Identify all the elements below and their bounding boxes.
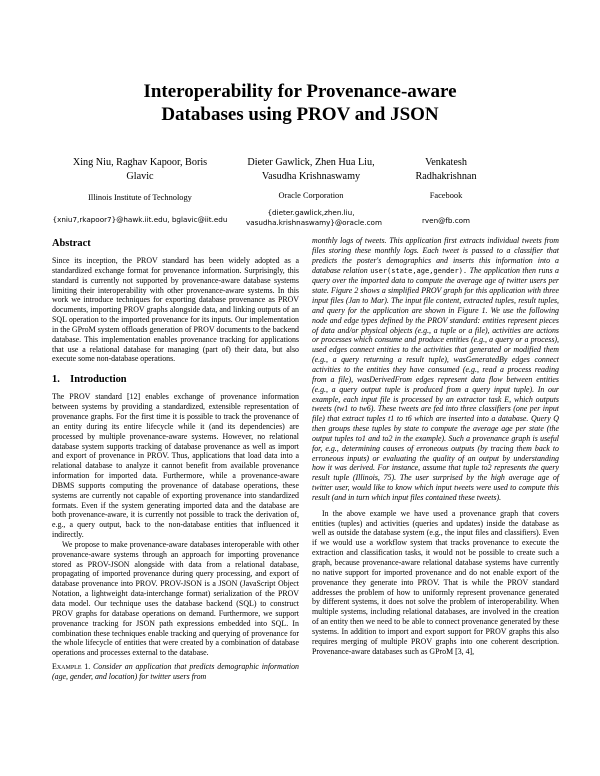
example-text: Consider an application that predicts demographic information (age, gender, and location) for twitter users from bbox=[52, 662, 299, 681]
paper-title bbox=[0, 80, 600, 126]
author-names: Dieter Gawlick, Zhen Hua Liu, Vasudha Krishnaswamy bbox=[247, 157, 375, 182]
author-block-oracle bbox=[246, 156, 382, 228]
author-block-facebook bbox=[396, 156, 496, 226]
right-column bbox=[312, 236, 559, 656]
title-line-1: Interoperability for Provenance-aware bbox=[143, 81, 457, 102]
author-names: Venkatesh Radhakrishnan bbox=[415, 157, 477, 182]
abstract-text: Since its inception, the PROV standard has been widely adopted as a standardized exchange format for provenance information. Surprisingly, this standard is currently not supported by provenance-aware database systems limiting their interoperability with other provenance-aware systems. In this work we introduce techniques for exporting database provenance as PROV documents, importing PROV graphs alongside data, and linking outputs of an SQL operation to the imported provenance for its inputs. Our implementation in the GProM system offloads generation of PROV documents to the backend database. This implementation enables provenance tracking for applications that use a relational database for managing (part of) their data, but also execute some non-database operations. bbox=[52, 256, 299, 364]
example-label: Example 1. bbox=[52, 662, 91, 672]
example-continued: monthly logs of tweets. This application first extracts individual tweets from files storing these monthly logs. Each tweet is passed to a classifier that predicts the poster's demographics and inserts this information into a database relation user(state,age,gender). The application then runs a query over the imported data to compute the average age of twitter users per state. Figure 2 shows a simplified PROV graph for this application with three input files (Jan to Mar). The input file content, extracted tuples, result tuples, and query for the application are shown in Figure 1. We use the following node and edge types defined by the PROV standard: entities represent pieces of data and/or physical objects (e.g., a tuple or a file), activities are actions or processes which consume and produce entities (e.g., a query or a process), used edges connect entities to the activities that generated or modified them (e.g., a query returning a result tuple), wasGeneratedBy edges connect activities to the entities they have consumed (e.g., read a process reading from a file), wasDerivedFrom edges represent data flow between entities (e.g., a query output tuple is produced from a query input tuple). In our example, each input file is processed by an extractor task E, which outputs tweets (tw1 to tw6). These tweets are fed into three classifiers (one per input file) that extract tuples t1 to t6 which are inserted into a database. Query Q then groups these tuples by state to compute the average age per state (the output tuples to1 and to2 in the example). Such a provenance graph is useful for, e.g., determining causes of erroneous outputs (by tracing them back to erroneous inputs) or evaluating the quality of an output by understanding how it was derived. For instance, assume that tuple to2 represents the query result tuple (Illinois, 75). The user surprised by the high average age of twitter user, would like to know which input tweets were used to compute this result (and in turn which input files contained these tweets). bbox=[312, 236, 559, 502]
abstract-heading: Abstract bbox=[52, 238, 91, 249]
author-affiliation: Oracle Corporation bbox=[278, 191, 344, 200]
intro-paragraph-2: We propose to make provenance-aware databases interoperable with other provenance-aware systems through an approach for importing provenance stored as PROV-JSON alongside with data from a relational database, propagating of imported provenance during query processing, and export of database provenance into PROV. PROV-JSON is a JSON (JavaScript Object Notation, a lightweight data-interchange format) serialization of the PROV data model. Our technique uses the database backend (SQL) to construct PROV graphs for database operations on demand. Furthermore, we support provenance tracking for JSON path expressions embedded into SQL. In combination these techniques enable tracking and querying of provenance for the whole lifecycle of entities that were created by a combination of database operations and processes external to the database. bbox=[52, 539, 299, 658]
author-names: Xing Niu, Raghav Kapoor, Boris Glavic bbox=[72, 157, 208, 182]
author-affiliation: Illinois Institute of Technology bbox=[88, 193, 192, 202]
right-paragraph-2: In the above example we have used a provenance graph that covers entities (tuples) and activities (queries and updates) inside the database as well as outside the database system (e.g., the input files and classifiers). Even if we would use a workflow system that tracks provenance to execute the extraction and classification tasks, it would not be possible to create such a graph, because provenance-aware relational database systems have currently no native support for imported provenance and do not enable export of the provenance they generate into PROV. That is while the PROV standard addresses the problem of how to uniformly represent provenance generated by different systems, it does not solve the problem of interoperability. When multiple systems, including relational databases, are involved in the creation of an entity then we need to be able to connect provenance generated by these systems. In addition to import and export support for PROV graphs this also requires merging of multiple PROV graphs into one coherent description. Provenance-aware databases such as GProM [3, 4], bbox=[312, 508, 559, 656]
author-email: {dieter.gawlick,zhen.liu, vasudha.krishnaswamy}@oracle.com bbox=[246, 208, 382, 227]
intro-paragraph-1: The PROV standard [12] enables exchange of provenance information between systems by providing a standardized, extensible representation of provenance graphs. For the first time it is possible to track the provenance of an entity during its entire lifecycle while it (and its dependencies) are processed by multiple provenance-aware systems. However, no relational database system supports tracking of database provenance as well as import and export of provenance in PROV. Thus, applications that load data into a relational database to analyze it cannot benefit from available provenance information for imported data. Furthermore, while a provenance-aware DBMS supports computing the provenance of database operations, these systems are currently not capable of exporting provenance into standardized formats. Even if the system generating imported data and the database are both provenance-aware, it is currently not possible to track the derivation of, e.g., a query output, back to the non-database entities that influenced it indirectly. bbox=[52, 392, 299, 540]
example-1 bbox=[52, 662, 299, 682]
title-line-2: Databases using PROV and JSON bbox=[161, 104, 439, 125]
author-block-iit bbox=[52, 156, 228, 225]
left-column bbox=[52, 236, 299, 682]
author-email: {xniu7,rkapoor7}@hawk.iit.edu, bglavic@iit.edu bbox=[52, 215, 228, 224]
section-heading-introduction: 1. Introduction bbox=[52, 374, 127, 386]
author-affiliation: Facebook bbox=[429, 191, 463, 200]
relation-code: user(state,age,gender). bbox=[370, 266, 468, 275]
author-email: rven@fb.com bbox=[421, 216, 471, 225]
